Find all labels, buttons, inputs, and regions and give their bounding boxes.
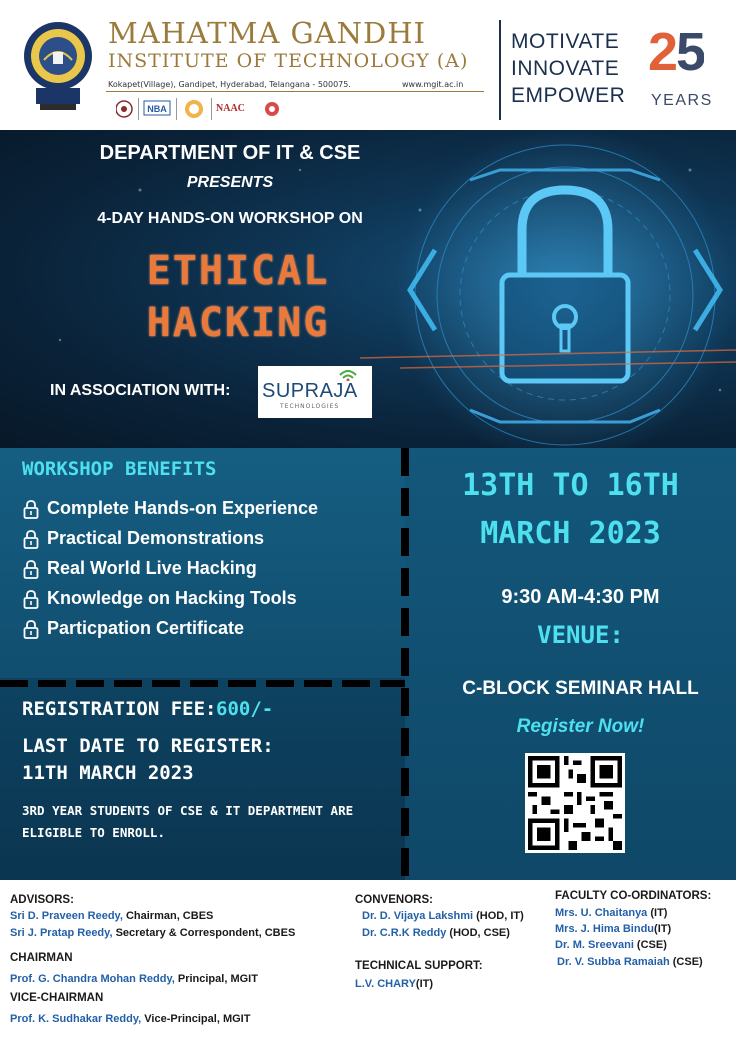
faculty-role: (IT)	[647, 907, 668, 919]
registration-qr-code[interactable]	[525, 753, 625, 853]
convenor-entry	[362, 927, 510, 939]
convenor-name: Dr. C.R.K Reddy	[362, 927, 447, 939]
details-section	[0, 448, 736, 880]
institute-seal-icon	[22, 20, 94, 112]
nba-logo-text: NBA	[147, 104, 167, 114]
convenor-role: (HOD, IT)	[473, 910, 524, 922]
venue-name: C-BLOCK SEMINAR HALL	[462, 678, 699, 699]
technical-support-entry	[355, 978, 433, 990]
convenors-title: CONVENORS:	[355, 894, 433, 906]
last-date-value: 11TH MARCH 2023	[22, 762, 194, 784]
tagline-motivate: MOTIVATE	[511, 30, 620, 53]
advisor-role: Secretary & Correspondent, CBES	[112, 927, 296, 939]
institute-header	[0, 0, 736, 130]
advisor-entry	[10, 927, 295, 939]
partner-name: SUPRAJA	[262, 380, 358, 402]
hero-banner	[0, 130, 736, 448]
workshop-title-line1: ETHICAL	[146, 248, 330, 294]
workshop-type: 4-DAY HANDS-ON WORKSHOP ON	[97, 210, 363, 227]
chairman-title: CHAIRMAN	[10, 952, 73, 964]
vice-chairman-title: VICE-CHAIRMAN	[10, 992, 104, 1004]
jntuh-logo-icon	[185, 100, 203, 118]
benefit-text: Practical Demonstrations	[47, 528, 265, 548]
advisor-name: Sri D. Praveen Reedy,	[10, 910, 123, 922]
presents-text: PRESENTS	[186, 174, 274, 191]
faculty-entry	[555, 907, 667, 919]
event-time: 9:30 AM-4:30 PM	[501, 586, 660, 608]
benefit-text: Real World Live Hacking	[47, 558, 257, 578]
horizontal-dashed-divider	[0, 680, 405, 687]
faculty-coordinators-title: FACULTY CO-ORDINATORS:	[555, 890, 712, 902]
header-rule	[106, 91, 484, 92]
event-dates: 13TH TO 16TH	[462, 468, 679, 503]
eligibility-text: 3RD YEAR STUDENTS OF CSE & IT DEPARTMENT ARE ELIGIBLE TO ENROLL.	[22, 803, 354, 840]
department-heading: DEPARTMENT OF IT & CSE	[99, 142, 361, 164]
faculty-role: (CSE)	[669, 956, 703, 968]
benefits-title: WORKSHOP BENEFITS	[22, 458, 217, 480]
convenor-name: Dr. D. Vijaya Lakshmi	[362, 910, 474, 922]
lock-icon	[22, 559, 40, 579]
faculty-name: Mrs. J. Hima Bindu	[555, 923, 655, 935]
anniversary-label: YEARS	[651, 92, 713, 109]
institute-website: www.mgit.ac.in	[402, 80, 464, 89]
naac-logo-text: NAAC	[216, 103, 245, 114]
advisor-name: Sri J. Pratap Reedy,	[10, 927, 113, 939]
partner-logo	[258, 366, 372, 418]
advisor-role: Chairman, CBES	[122, 910, 214, 922]
vice-chairman-role: Vice-Principal, MGIT	[141, 1013, 251, 1025]
faculty-entry	[557, 956, 703, 968]
faculty-role: (CSE)	[633, 939, 667, 951]
workshop-title-line2: HACKING	[146, 300, 330, 346]
lock-icon	[22, 619, 40, 639]
association-label: IN ASSOCIATION WITH:	[50, 382, 231, 399]
organizers-footer	[0, 880, 736, 1041]
advisors-title: ADVISORS:	[10, 894, 74, 906]
vice-chairman-name: Prof. K. Sudhakar Reddy,	[10, 1013, 142, 1025]
chairman-entry	[10, 973, 258, 985]
faculty-entry	[555, 923, 671, 935]
event-month: MARCH 2023	[480, 516, 661, 551]
benefit-text: Complete Hands-on Experience	[47, 498, 319, 518]
venue-label: VENUE:	[537, 621, 624, 649]
technical-support-name: L.V. CHARY	[355, 978, 416, 990]
tagline-empower: EMPOWER	[511, 84, 626, 107]
technical-support-title: TECHNICAL SUPPORT:	[355, 960, 483, 972]
lock-icon	[22, 529, 40, 549]
naac-logo-icon	[216, 103, 245, 114]
iso-logo-icon	[265, 102, 279, 116]
faculty-name: Dr. V. Subba Ramaiah	[557, 956, 670, 968]
faculty-role: (IT)	[654, 923, 672, 935]
register-now-link[interactable]: Register Now!	[516, 716, 645, 737]
partner-subtitle: TECHNOLOGIES	[280, 403, 340, 410]
header-divider	[499, 20, 501, 120]
accreditation-logos	[116, 96, 286, 122]
benefit-text: Particpation Certificate	[47, 618, 245, 638]
nba-logo-icon	[144, 101, 170, 115]
anniversary-number: 25	[648, 22, 705, 82]
qr-code-icon	[528, 756, 622, 850]
advisor-entry	[10, 910, 213, 922]
last-date-label: LAST DATE TO REGISTER:	[22, 735, 274, 757]
faculty-name: Mrs. U. Chaitanya	[555, 907, 648, 919]
lock-icon	[22, 499, 40, 519]
lock-icon	[22, 589, 40, 609]
institute-name-line1: MAHATMA GANDHI	[108, 16, 426, 50]
tagline-innovate: INNOVATE	[511, 57, 620, 80]
convenor-entry	[362, 910, 524, 922]
chairman-name: Prof. G. Chandra Mohan Reddy,	[10, 973, 175, 985]
registration-fee-value: 600/-	[216, 698, 274, 720]
faculty-name: Dr. M. Sreevani	[555, 939, 634, 951]
faculty-entry	[555, 939, 667, 951]
institute-name-line2: INSTITUTE OF TECHNOLOGY (A)	[108, 50, 469, 72]
convenor-role: (HOD, CSE)	[446, 927, 510, 939]
institute-address: Kokapet(Village), Gandipet, Hyderabad, Telangana - 500075.	[108, 80, 351, 89]
aicte-logo-icon	[116, 101, 132, 117]
technical-support-role: (IT)	[415, 978, 434, 990]
chairman-role: Principal, MGIT	[174, 973, 258, 985]
vice-chairman-entry	[10, 1013, 250, 1025]
vertical-dashed-divider	[401, 448, 409, 880]
registration-fee-label: REGISTRATION FEE:	[22, 698, 217, 720]
benefit-text: Knowledge on Hacking Tools	[47, 588, 297, 608]
